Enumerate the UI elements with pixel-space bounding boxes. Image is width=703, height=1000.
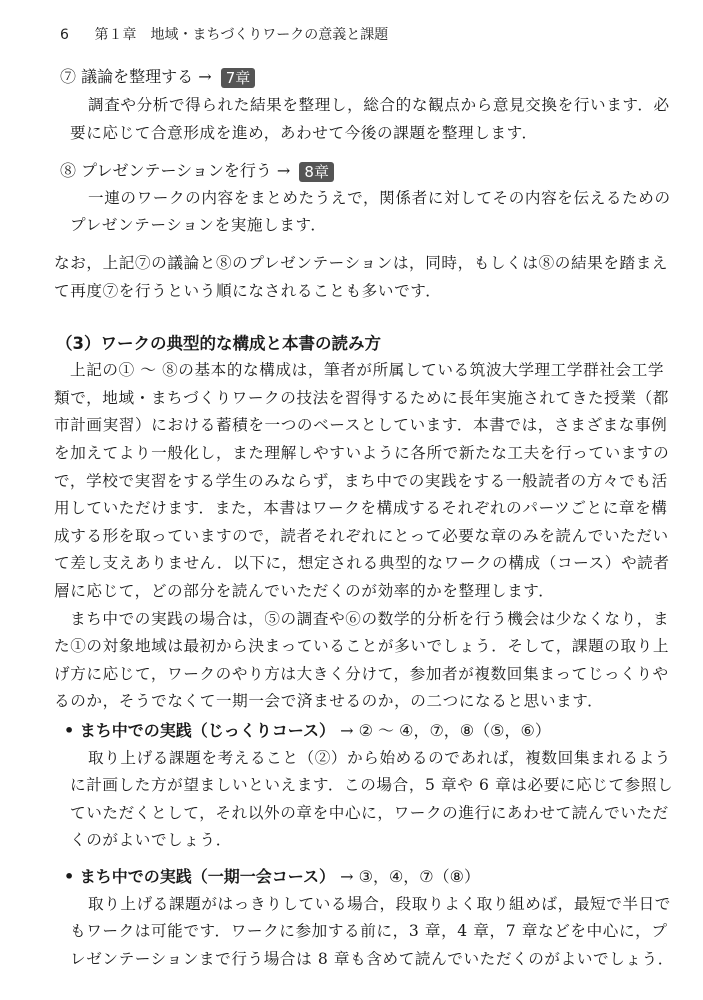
note-line: て再度⑦を行うという順になされることも多いです． [54,282,442,300]
body-line: もワークは可能です．ワークに参加する前に，3 章，4 章，7 章などを中心に，プ [70,922,668,940]
body-line: を加えてより一般化し，また理解しやすいように各所で新たな工夫を行っていますの [54,444,670,462]
body-line: 市計画実習）における蓄積を一つのベースとしています．本書では，さまざまな事例 [54,416,668,434]
step-title: 議論を整理する → [81,67,212,86]
body-line: 上記の① ～ ⑧の基本的な構成は，筆者が所属している筑波大学理工学群社会工学 [70,361,665,379]
body-line: プレゼンテーションを実施します． [70,216,327,234]
course-chapters: ③，④，⑦（⑧） [358,867,480,886]
body-line: 層に応じて，どの部分を読んでいただくのが効率的かを整理します． [54,582,555,600]
body-line: 要に応じて合意形成を進め，あわせて今後の課題を整理します． [70,124,538,142]
body-line: て差し支えありません．以下に，想定される典型的なワークの構成（コース）や読者 [54,554,670,572]
body-line: 取り上げる課題を考えること（②）から始めるのであれば，複数回集まれるよう [88,749,671,767]
body-line: るのか，そうでなくて一期一会で済ませるのか，の二つになると思います． [54,692,604,710]
course-heading-jikkuri [64,718,551,741]
body-line: 類で，地域・まちづくりワークの技法を習得するために長年実施されてきた授業（都 [54,389,669,407]
body-line: 用していただけます．また，本書はワークを構成するそれぞれのパーツごとに章を構 [54,499,668,517]
step-title: プレゼンテーションを行う → [81,161,291,180]
body-line: レゼンテーションまで行う場合は 8 章も含めて読んでいただくのがよいでしょう． [70,950,674,968]
section-heading: （3）ワークの典型的な構成と本書の読み方 [56,334,381,353]
body-line: で，学校で実習をする学生のみならず，まち中での実践をする一般読者の方々でも活 [54,472,668,490]
body-line: 取り上げる課題がはっきりしている場合，段取りよく取り組めば，最短で半日で [88,895,671,913]
step-8-heading [60,158,334,182]
step-number: ⑦ [60,67,77,86]
arrow-icon: → [340,867,354,886]
step-number: ⑧ [60,161,77,180]
body-line: た①の対象地域は最初から決まっていることが多いでしょう．そして，課題の取り上 [54,637,670,655]
chapter-badge: 7章 [221,68,256,88]
body-line: に計画した方が望ましいといえます．この場合，5 章や 6 章は必要に応じて参照し [70,776,674,794]
running-header [60,24,388,44]
chapter-title: 第１章 地域・まちづくりワークの意義と課題 [94,27,389,43]
body-line: くのがよいでしょう． [70,831,232,849]
body-line: 成する形を取っていますので，読者それぞれにとって必要な章のみを読んでいただい [54,527,669,545]
body-line: ていただくとして，それ以外の章を中心に，ワークの進行にあわせて読んでいただ [70,804,669,822]
course-heading-ichigo-ichie [64,864,480,887]
course-chapters: ② ～ ④，⑦，⑧（⑤，⑥） [358,721,551,740]
body-line: まち中での実践の場合は，⑤の調査や⑥の数学的分析を行う機会は少なくなり，ま [70,610,670,628]
course-title: • まち中での実践（一期一会コース） [64,867,335,886]
page-number: 6 [60,27,69,43]
note-line: なお，上記⑦の議論と⑧のプレゼンテーションは，同時，もしくは⑧の結果を踏まえ [54,254,669,272]
arrow-icon: → [340,721,354,740]
course-title: • まち中での実践（じっくりコース） [64,721,335,740]
body-line: 調査や分析で得られた結果を整理し，総合的な観点から意見交換を行います．必 [88,96,670,114]
body-line: げ方に応じて，ワークのやり方は大きく分けて，参加者が複数回集まってじっくりや [54,665,669,683]
chapter-badge: 8章 [299,162,334,182]
step-7-heading [60,64,255,88]
body-line: 一連のワークの内容をまとめたうえで，関係者に対してその内容を伝えるための [88,189,671,207]
